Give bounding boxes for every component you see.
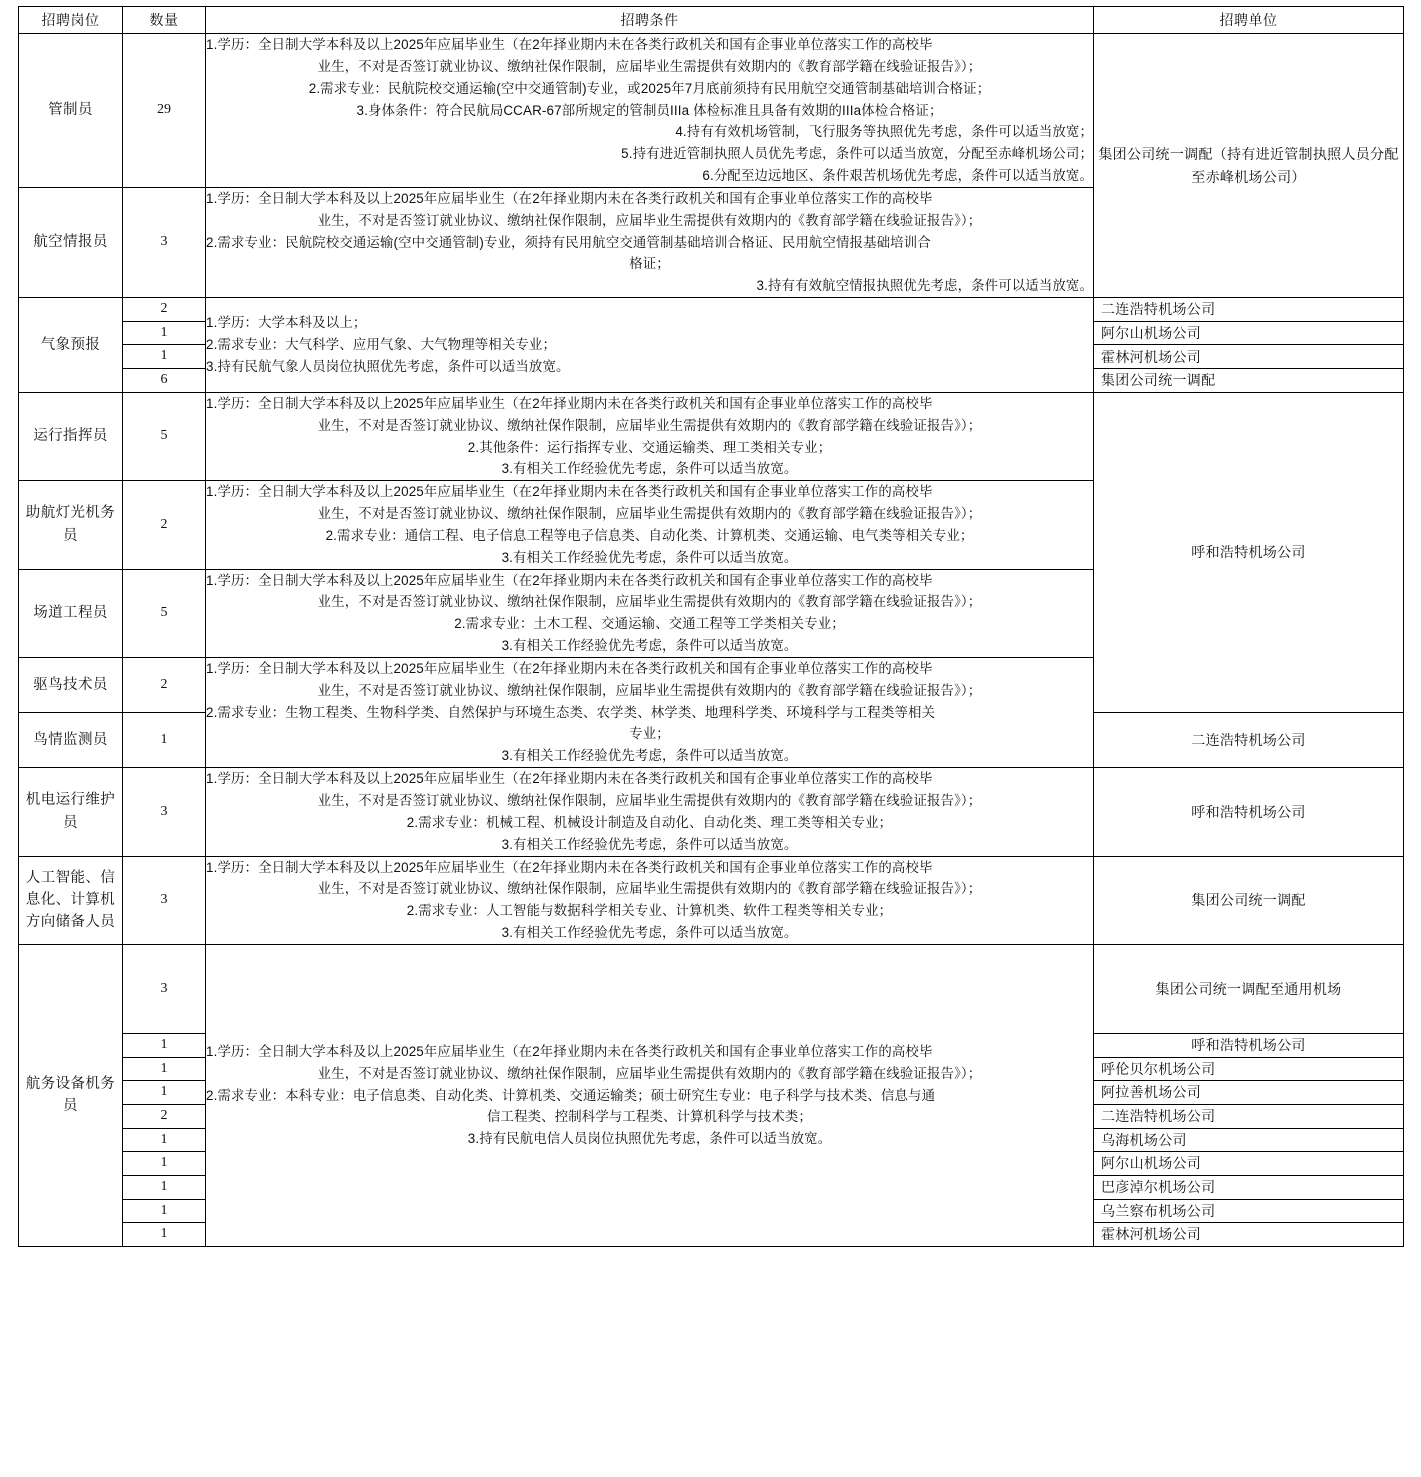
cell-conditions [206, 187, 1094, 297]
cell-unit: 阿尔山机场公司 [1094, 321, 1404, 345]
table-row [19, 392, 1404, 480]
table-header-row [19, 7, 1404, 34]
cell-quantity: 3 [123, 768, 206, 856]
cell-unit: 呼和浩特机场公司 [1094, 768, 1404, 856]
condition-line: 1.学历：全日制大学本科及以上2025年应届毕业生（在2年择业期内未在各类行政机关和国有企事业单位落实工作的高校毕 [206, 1043, 933, 1059]
header-unit: 招聘单位 [1094, 7, 1404, 34]
condition-line: 2.需求专业：民航院校交通运输(空中交通管制)专业，须持有民用航空交通管制基础培训合格证、民用航空情报基础培训合 [206, 234, 931, 250]
cell-unit: 乌海机场公司 [1094, 1128, 1404, 1152]
cell-quantity: 1 [123, 1223, 206, 1247]
cell-position: 管制员 [19, 34, 123, 188]
cell-position: 机电运行维护员 [19, 768, 123, 856]
table-row [19, 34, 1404, 188]
recruitment-table [18, 6, 1404, 1247]
condition-line: 2.需求专业：通信工程、电子信息工程等电子信息类、自动化类、计算机类、交通运输、电气类等相关专业； [325, 527, 974, 543]
cell-position: 驱鸟技术员 [19, 657, 123, 712]
cell-quantity: 1 [123, 1199, 206, 1223]
condition-line: 3.有相关工作经验优先考虑，条件可以适当放宽。 [501, 836, 798, 852]
cell-quantity: 2 [123, 657, 206, 712]
table-row [19, 298, 1404, 322]
cell-unit: 集团公司统一调配 [1094, 856, 1404, 944]
condition-line: 1.学历：全日制大学本科及以上2025年应届毕业生（在2年择业期内未在各类行政机关和国有企事业单位落实工作的高校毕 [206, 37, 933, 52]
condition-line: 2.需求专业：机械工程、机械设计制造及自动化、自动化类、理工类等相关专业； [406, 814, 893, 830]
condition-line: 3.持有有效航空情报执照优先考虑，条件可以适当放宽。 [756, 278, 1093, 294]
cell-conditions [206, 768, 1094, 856]
table-row [19, 768, 1404, 856]
condition-line: 业生，不对是否签订就业协议、缴纳社保作限制，应届毕业生需提供有效期内的《教育部学籍在线验证报告》）； [317, 682, 982, 698]
condition-line: 业生，不对是否签订就业协议、缴纳社保作限制，应届毕业生需提供有效期内的《教育部学籍在线验证报告》）； [317, 417, 982, 433]
cell-quantity: 2 [123, 298, 206, 322]
cell-unit: 呼伦贝尔机场公司 [1094, 1057, 1404, 1081]
condition-line: 1.学历：大学本科及以上； [206, 315, 367, 331]
condition-line: 3.身体条件：符合民航局CCAR-67部所规定的管制员IIIa 体检标准且具备有效期的IIIa体检合格证； [356, 102, 943, 118]
condition-line: 3.持有民航电信人员岗位执照优先考虑，条件可以适当放宽。 [467, 1131, 832, 1147]
condition-line: 3.有相关工作经验优先考虑，条件可以适当放宽。 [501, 461, 798, 477]
cell-conditions [206, 944, 1094, 1246]
cell-conditions [206, 392, 1094, 480]
condition-line: 2.需求专业：土木工程、交通运输、交通工程等工学类相关专业； [454, 616, 845, 632]
condition-line: 6.分配至边远地区、条件艰苦机场优先考虑，条件可以适当放宽。 [702, 168, 1093, 184]
cell-conditions [206, 34, 1094, 188]
condition-line: 2.需求专业：本科专业：电子信息类、自动化类、计算机类、交通运输类；硕士研究生专业：电子科学与技术类、信息与通 [206, 1087, 936, 1103]
condition-line: 3.有相关工作经验优先考虑，条件可以适当放宽。 [501, 925, 798, 941]
condition-line: 1.学历：全日制大学本科及以上2025年应届毕业生（在2年择业期内未在各类行政机关和国有企事业单位落实工作的高校毕 [206, 572, 933, 588]
cell-quantity: 2 [123, 1104, 206, 1128]
cell-quantity: 1 [123, 1128, 206, 1152]
cell-conditions [206, 856, 1094, 944]
cell-quantity: 5 [123, 392, 206, 480]
condition-line: 1.学历：全日制大学本科及以上2025年应届毕业生（在2年择业期内未在各类行政机关和国有企事业单位落实工作的高校毕 [206, 484, 933, 500]
cell-quantity: 29 [123, 34, 206, 188]
condition-line: 业生，不对是否签订就业协议、缴纳社保作限制，应届毕业生需提供有效期内的《教育部学籍在线验证报告》）； [317, 506, 982, 522]
cell-position: 航空情报员 [19, 187, 123, 297]
cell-unit: 二连浩特机场公司 [1094, 713, 1404, 768]
condition-line: 业生，不对是否签订就业协议、缴纳社保作限制，应届毕业生需提供有效期内的《教育部学籍在线验证报告》）； [317, 212, 982, 228]
condition-line: 4.持有有效机场管制，飞行服务等执照优先考虑，条件可以适当放宽； [675, 124, 1093, 140]
cell-position: 人工智能、信息化、计算机方向储备人员 [19, 856, 123, 944]
condition-line: 2.需求专业：民航院校交通运输(空中交通管制)专业，或2025年7月底前须持有民用航空交通管制基础培训合格证； [308, 80, 991, 96]
condition-line: 业生，不对是否签订就业协议、缴纳社保作限制，应届毕业生需提供有效期内的《教育部学籍在线验证报告》）； [317, 1065, 982, 1081]
header-conditions: 招聘条件 [206, 7, 1094, 34]
table-row [19, 944, 1404, 1033]
condition-line: 1.学历：全日制大学本科及以上2025年应届毕业生（在2年择业期内未在各类行政机关和国有企事业单位落实工作的高校毕 [206, 660, 933, 676]
cell-position: 鸟情监测员 [19, 713, 123, 768]
cell-conditions [206, 481, 1094, 569]
cell-unit: 二连浩特机场公司 [1094, 1104, 1404, 1128]
header-quantity: 数量 [123, 7, 206, 34]
cell-quantity: 3 [123, 187, 206, 297]
cell-quantity: 5 [123, 569, 206, 657]
cell-unit: 阿拉善机场公司 [1094, 1081, 1404, 1105]
cell-unit: 集团公司统一调配 [1094, 369, 1404, 393]
condition-line: 1.学历：全日制大学本科及以上2025年应届毕业生（在2年择业期内未在各类行政机关和国有企事业单位落实工作的高校毕 [206, 771, 933, 787]
condition-line: 格证； [629, 256, 670, 272]
cell-unit: 呼和浩特机场公司 [1094, 1033, 1404, 1057]
cell-unit: 集团公司统一调配至通用机场 [1094, 944, 1404, 1033]
condition-line: 3.持有民航气象人员岗位执照优先考虑，条件可以适当放宽。 [206, 358, 570, 374]
condition-line: 业生，不对是否签订就业协议、缴纳社保作限制，应届毕业生需提供有效期内的《教育部学籍在线验证报告》）； [317, 594, 982, 610]
condition-line: 2.需求专业：大气科学、应用气象、大气物理等相关专业； [206, 337, 556, 353]
cell-quantity: 1 [123, 345, 206, 369]
condition-line: 2.需求专业：生物工程类、生物科学类、自然保护与环境生态类、农学类、林学类、地理科学类、环境科学与工程类等相关 [206, 704, 936, 720]
cell-quantity: 1 [123, 321, 206, 345]
condition-line: 专业； [629, 726, 670, 742]
cell-quantity: 6 [123, 369, 206, 393]
table-row [19, 856, 1404, 944]
condition-line: 业生，不对是否签订就业协议、缴纳社保作限制，应届毕业生需提供有效期内的《教育部学籍在线验证报告》）； [317, 58, 982, 74]
cell-quantity: 1 [123, 1057, 206, 1081]
cell-quantity: 1 [123, 1175, 206, 1199]
cell-position: 场道工程员 [19, 569, 123, 657]
cell-conditions [206, 569, 1094, 657]
cell-position: 航务设备机务员 [19, 944, 123, 1246]
condition-line: 5.持有进近管制执照人员优先考虑，条件可以适当放宽，分配至赤峰机场公司； [621, 146, 1093, 162]
condition-line: 3.有相关工作经验优先考虑，条件可以适当放宽。 [501, 748, 798, 764]
cell-quantity: 1 [123, 713, 206, 768]
cell-unit-merged-hohhot: 呼和浩特机场公司 [1094, 392, 1404, 712]
condition-line: 业生，不对是否签订就业协议、缴纳社保作限制，应届毕业生需提供有效期内的《教育部学籍在线验证报告》）； [317, 793, 982, 808]
cell-conditions [206, 298, 1094, 393]
cell-unit: 乌兰察布机场公司 [1094, 1199, 1404, 1223]
cell-unit: 集团公司统一调配（持有进近管制执照人员分配至赤峰机场公司） [1094, 34, 1404, 298]
condition-line: 1.学历：全日制大学本科及以上2025年应届毕业生（在2年择业期内未在各类行政机关和国有企事业单位落实工作的高校毕 [206, 859, 933, 875]
cell-position: 气象预报 [19, 298, 123, 393]
condition-line: 业生，不对是否签订就业协议、缴纳社保作限制，应届毕业生需提供有效期内的《教育部学籍在线验证报告》）； [317, 881, 982, 897]
cell-quantity: 1 [123, 1152, 206, 1176]
condition-line: 3.有相关工作经验优先考虑，条件可以适当放宽。 [501, 638, 798, 654]
cell-conditions [206, 657, 1094, 767]
condition-line: 2.其他条件：运行指挥专业、交通运输类、理工类相关专业； [467, 439, 832, 455]
cell-unit: 霍林河机场公司 [1094, 1223, 1404, 1247]
cell-quantity: 2 [123, 481, 206, 569]
cell-quantity: 1 [123, 1033, 206, 1057]
cell-quantity: 3 [123, 944, 206, 1033]
cell-position: 运行指挥员 [19, 392, 123, 480]
cell-unit: 阿尔山机场公司 [1094, 1152, 1404, 1176]
condition-line: 1.学历：全日制大学本科及以上2025年应届毕业生（在2年择业期内未在各类行政机关和国有企事业单位落实工作的高校毕 [206, 395, 933, 411]
cell-unit: 二连浩特机场公司 [1094, 298, 1404, 322]
header-position: 招聘岗位 [19, 7, 123, 34]
cell-unit: 巴彦淖尔机场公司 [1094, 1175, 1404, 1199]
condition-line: 2.需求专业：人工智能与数据科学相关专业、计算机类、软件工程类等相关专业； [406, 903, 893, 919]
condition-line: 3.有相关工作经验优先考虑，条件可以适当放宽。 [501, 549, 798, 565]
cell-position: 助航灯光机务员 [19, 481, 123, 569]
cell-quantity: 3 [123, 856, 206, 944]
cell-quantity: 1 [123, 1081, 206, 1105]
condition-line: 1.学历：全日制大学本科及以上2025年应届毕业生（在2年择业期内未在各类行政机关和国有企事业单位落实工作的高校毕 [206, 190, 933, 206]
cell-unit: 霍林河机场公司 [1094, 345, 1404, 369]
condition-line: 信工程类、控制科学与工程类、计算机科学与技术类； [487, 1109, 812, 1125]
